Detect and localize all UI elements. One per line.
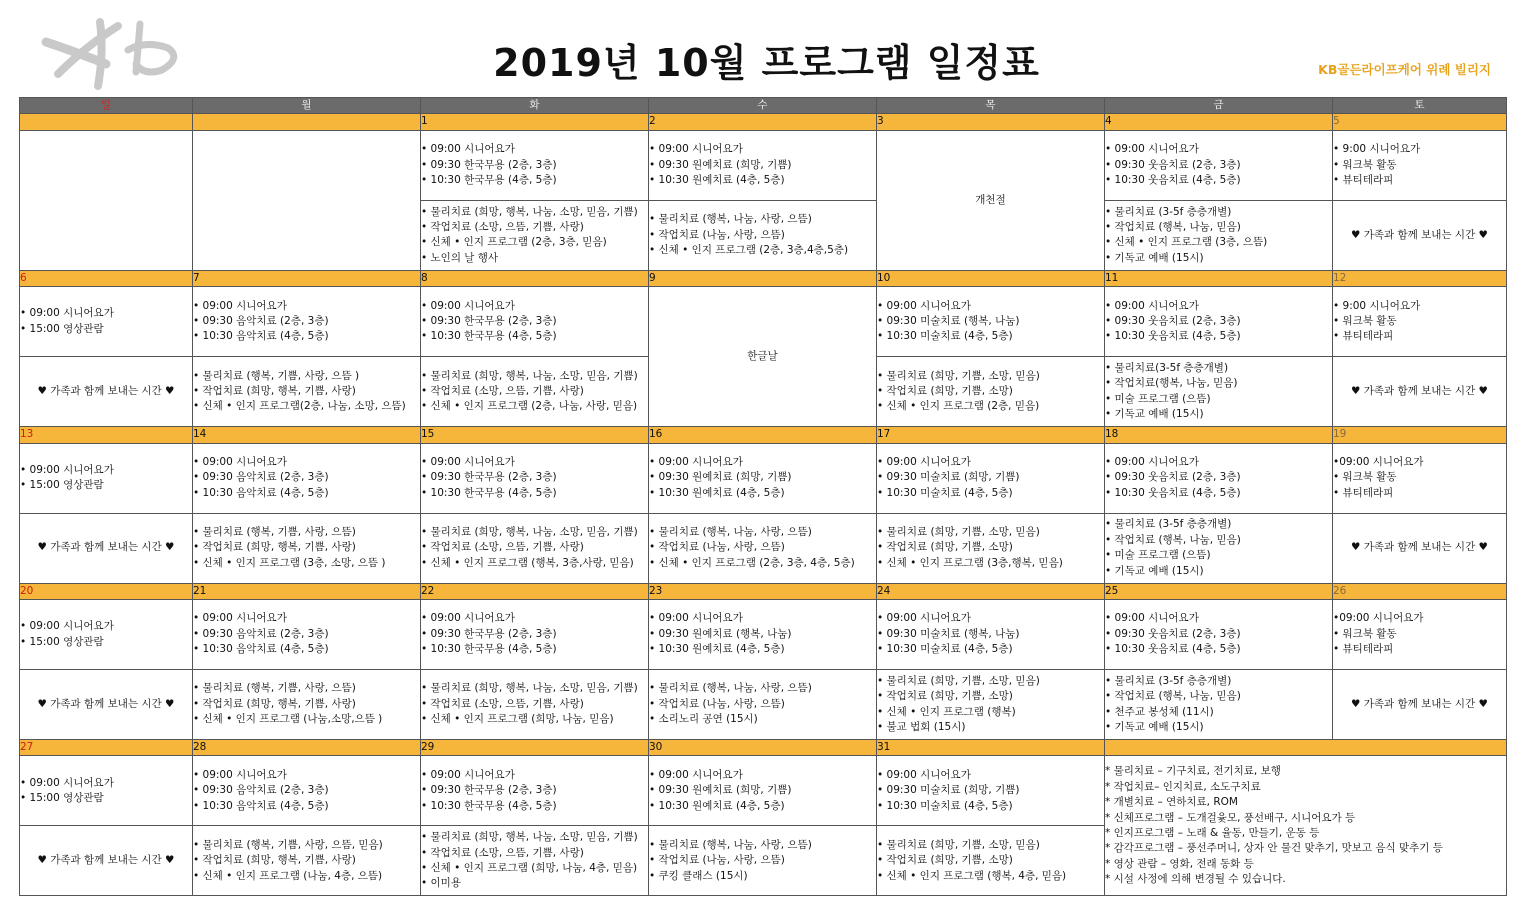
schedule-line: ♥ 가족과 함께 보내는 시간 ♥ bbox=[37, 385, 175, 398]
schedule-line: • 09:30 웃음치료 (2층, 3층) bbox=[1105, 627, 1241, 640]
schedule-line: • 뷰티테라피 bbox=[1333, 330, 1394, 343]
program-cell bbox=[193, 357, 421, 427]
schedule-line: • 작업치료 (행복, 나눔, 믿음) bbox=[1105, 533, 1241, 546]
schedule-line: • 뷰티테라피 bbox=[1333, 174, 1394, 187]
schedule-line: • 작업치료 (희망, 기쁨, 소망) bbox=[877, 541, 1013, 554]
schedule-line: • 천주교 봉성체 (11시) bbox=[1105, 705, 1214, 718]
program-cell bbox=[1333, 200, 1507, 270]
program-cell bbox=[1105, 513, 1333, 583]
weekday-sat: 토 bbox=[1333, 98, 1507, 114]
schedule-line: ♥ 가족과 함께 보내는 시간 ♥ bbox=[1351, 541, 1488, 554]
date-cell: 10 bbox=[877, 270, 1105, 286]
schedule-line: • 10:30 원예치료 (4층, 5층) bbox=[649, 799, 785, 812]
program-cell bbox=[649, 826, 877, 896]
program-cell bbox=[649, 670, 877, 740]
schedule-line: • 09:30 음악치료 (2층, 3층) bbox=[193, 627, 329, 640]
schedule-line: • 쿠킹 클래스 (15시) bbox=[649, 869, 748, 882]
date-cell: 31 bbox=[877, 740, 1105, 756]
schedule-line: • 신체 • 인지 프로그램 (나눔,소망,으뜸 ) bbox=[193, 713, 383, 726]
weekday-fri: 금 bbox=[1105, 98, 1333, 114]
schedule-line: • 작업치료 (희망, 행복, 기쁨, 사랑) bbox=[193, 541, 356, 554]
schedule-line: • 물리치료 (희망, 기쁨, 소망, 믿음) bbox=[877, 369, 1040, 382]
program-cell bbox=[421, 287, 649, 357]
schedule-line: • 09:00 시니어요가 bbox=[20, 463, 114, 476]
schedule-line: • 09:00 시니어요가 bbox=[20, 307, 114, 320]
schedule-line: • 작업치료 (나눔, 사랑, 으뜸) bbox=[649, 541, 785, 554]
schedule-line: • 09:00 시니어요가 bbox=[877, 768, 971, 781]
date-cell: 22 bbox=[421, 583, 649, 599]
date-cell: 9 bbox=[649, 270, 877, 286]
date-cell: 1 bbox=[421, 114, 649, 130]
schedule-line: • 작업치료 (나눔, 사랑, 으뜸) bbox=[649, 228, 785, 241]
schedule-line: • 신체 • 인지 프로그램 (희망, 나눔, 4층, 믿음) bbox=[421, 861, 638, 874]
schedule-line: • 09:30 원예치료 (희망, 기쁨) bbox=[649, 158, 792, 171]
program-cell bbox=[877, 130, 1105, 270]
date-cell: 26 bbox=[1333, 583, 1507, 599]
weekday-thu: 목 bbox=[877, 98, 1105, 114]
schedule-line: • 10:30 원예치료 (4층, 5층) bbox=[649, 486, 785, 499]
schedule-line: • 10:30 한국무용 (4층, 5층) bbox=[421, 174, 557, 187]
schedule-line: • 워크북 활동 bbox=[1333, 315, 1397, 328]
notes-cell bbox=[1105, 756, 1507, 896]
note-line: * 감각프로그램 – 풍선주머니, 상자 안 물건 맞추기, 맛보고 음식 맞추기 등 bbox=[1105, 842, 1443, 855]
program-cell bbox=[20, 513, 193, 583]
date-row bbox=[20, 583, 1507, 599]
schedule-line: • 신체 • 인지 프로그램 (3층, 으뜸) bbox=[1105, 236, 1268, 249]
schedule-line: • 미술 프로그램 (으뜸) bbox=[1105, 392, 1211, 405]
schedule-line: • 작업치료 (희망, 행복, 기쁨, 사랑) bbox=[193, 854, 356, 867]
schedule-line: • 신체 • 인지 프로그램 (행복, 4층, 믿음) bbox=[877, 869, 1067, 882]
date-cell: 7 bbox=[193, 270, 421, 286]
schedule-line: • 10:30 한국무용 (4층, 5층) bbox=[421, 330, 557, 343]
program-cell bbox=[20, 600, 193, 670]
program-cell bbox=[421, 443, 649, 513]
schedule-line: • 9:00 시니어요가 bbox=[1333, 143, 1421, 156]
schedule-line: • 09:00 시니어요가 bbox=[421, 456, 515, 469]
program-cell bbox=[649, 130, 877, 200]
program-cell bbox=[20, 287, 193, 357]
schedule-line: • 불교 법회 (15시) bbox=[877, 720, 966, 733]
schedule-calendar bbox=[19, 97, 1507, 896]
schedule-line: • 10:30 웃음치료 (4층, 5층) bbox=[1105, 330, 1241, 343]
schedule-line: • 물리치료 (행복, 기쁨, 사랑, 으뜸, 믿음) bbox=[193, 838, 383, 851]
program-cell bbox=[421, 756, 649, 826]
schedule-line: • 09:00 시니어요가 bbox=[1105, 612, 1199, 625]
program-cell bbox=[1333, 600, 1507, 670]
schedule-line: • 신체 • 인지 프로그램 (2층, 3층, 4층, 5층) bbox=[649, 556, 855, 569]
schedule-line: • 09:00 시니어요가 bbox=[649, 143, 743, 156]
schedule-line: • 09:30 미술치료 (행복, 나눔) bbox=[877, 627, 1020, 640]
program-cell bbox=[1105, 443, 1333, 513]
schedule-line: • 09:30 한국무용 (2층, 3층) bbox=[421, 158, 557, 171]
date-row bbox=[20, 427, 1507, 443]
date-cell: 16 bbox=[649, 427, 877, 443]
schedule-line: ♥ 가족과 함께 보내는 시간 ♥ bbox=[1351, 697, 1488, 710]
schedule-line: • 09:30 한국무용 (2층, 3층) bbox=[421, 784, 557, 797]
date-cell: 6 bbox=[20, 270, 193, 286]
program-cell bbox=[193, 287, 421, 357]
schedule-line: • 신체 • 인지 프로그램 (나눔, 4층, 으뜸) bbox=[193, 869, 383, 882]
schedule-line: • 10:30 미술치료 (4층, 5층) bbox=[877, 643, 1013, 656]
schedule-line: • 물리치료 (행복, 기쁨, 사랑, 으뜸) bbox=[193, 682, 356, 695]
date-cell: 29 bbox=[421, 740, 649, 756]
schedule-line: • 15:00 영상관람 bbox=[20, 635, 104, 648]
date-cell: 28 bbox=[193, 740, 421, 756]
schedule-line: • 신체 • 인지 프로그램 (행복, 3층,사랑, 믿음) bbox=[421, 556, 634, 569]
schedule-line: 한글날 bbox=[747, 350, 778, 363]
date-cell: 23 bbox=[649, 583, 877, 599]
schedule-line: • 물리치료 (3-5f 층층개별) bbox=[1105, 205, 1232, 218]
schedule-line: • 작업치료 (나눔, 사랑, 으뜸) bbox=[649, 697, 785, 710]
schedule-line: • 09:00 시니어요가 bbox=[421, 768, 515, 781]
program-cell bbox=[193, 130, 421, 270]
date-cell: 15 bbox=[421, 427, 649, 443]
program-cell bbox=[1333, 670, 1507, 740]
program-cell bbox=[649, 200, 877, 270]
schedule-line: • 작업치료 (소망, 으뜸, 기쁨, 사랑) bbox=[421, 220, 584, 233]
schedule-line: • 10:30 음악치료 (4층, 5층) bbox=[193, 330, 329, 343]
schedule-line: • 09:30 웃음치료 (2층, 3층) bbox=[1105, 315, 1241, 328]
schedule-line: • 뷰티테라피 bbox=[1333, 643, 1394, 656]
schedule-line: • 물리치료 (희망, 기쁨, 소망, 믿음) bbox=[877, 526, 1040, 539]
schedule-line: • 09:00 시니어요가 bbox=[877, 612, 971, 625]
date-cell: 27 bbox=[20, 740, 193, 756]
date-cell bbox=[193, 114, 421, 130]
schedule-line: • 09:30 한국무용 (2층, 3층) bbox=[421, 471, 557, 484]
schedule-line: • 물리치료 (희망, 행복, 나눔, 소망, 믿음, 기쁨) bbox=[421, 831, 638, 844]
program-cell bbox=[421, 600, 649, 670]
date-cell bbox=[1105, 740, 1507, 756]
schedule-line: • 10:30 미술치료 (4층, 5층) bbox=[877, 330, 1013, 343]
schedule-line: • 작업치료 (나눔, 사랑, 으뜸) bbox=[649, 854, 785, 867]
program-cell bbox=[649, 600, 877, 670]
schedule-line: • 물리치료 (행복, 기쁨, 사랑, 으뜸) bbox=[193, 526, 356, 539]
schedule-line: • 09:00 시니어요가 bbox=[421, 612, 515, 625]
schedule-line: • 10:30 미술치료 (4층, 5층) bbox=[877, 486, 1013, 499]
program-cell bbox=[877, 357, 1105, 427]
program-cell bbox=[1105, 200, 1333, 270]
schedule-line: • 09:30 원예치료 (행복, 나눔) bbox=[649, 627, 792, 640]
weekday-tue: 화 bbox=[421, 98, 649, 114]
schedule-line: • 노인의 날 행사 bbox=[421, 251, 499, 264]
date-row bbox=[20, 740, 1507, 756]
schedule-line: • 작업치료 (희망, 기쁨, 소망) bbox=[877, 854, 1013, 867]
schedule-line: • 09:30 음악치료 (2층, 3층) bbox=[193, 471, 329, 484]
schedule-line: • 09:30 한국무용 (2층, 3층) bbox=[421, 627, 557, 640]
date-cell: 20 bbox=[20, 583, 193, 599]
program-cell bbox=[649, 287, 877, 427]
date-cell bbox=[20, 114, 193, 130]
schedule-line: • 10:30 웃음치료 (4층, 5층) bbox=[1105, 174, 1241, 187]
schedule-line: • 물리치료 (행복, 나눔, 사랑, 으뜸) bbox=[649, 526, 812, 539]
weekday-header-row bbox=[20, 98, 1507, 114]
schedule-line: • 09:30 원예치료 (희망, 기쁨) bbox=[649, 784, 792, 797]
schedule-line: • 09:00 시니어요가 bbox=[193, 768, 287, 781]
schedule-line: • 미술 프로그램 (으뜸) bbox=[1105, 549, 1211, 562]
schedule-line: •09:00 시니어요가 bbox=[1333, 456, 1424, 469]
program-cell bbox=[877, 443, 1105, 513]
program-cell bbox=[877, 826, 1105, 896]
schedule-line: • 신체 • 인지 프로그램 (2층, 믿음) bbox=[877, 400, 1040, 413]
note-line: * 개별치료 – 연하치료, ROM bbox=[1105, 796, 1238, 809]
schedule-line: • 10:30 원예치료 (4층, 5층) bbox=[649, 174, 785, 187]
program-cell bbox=[649, 443, 877, 513]
schedule-line: • 워크북 활동 bbox=[1333, 471, 1397, 484]
morning-row bbox=[20, 130, 1507, 200]
note-line: * 신체프로그램 – 도개걸윷모, 풍선배구, 시니어요가 등 bbox=[1105, 811, 1356, 824]
schedule-line: • 09:00 시니어요가 bbox=[20, 620, 114, 633]
schedule-line: • 물리치료 (희망, 기쁨, 소망, 믿음) bbox=[877, 838, 1040, 851]
schedule-line: • 물리치료 (행복, 나눔, 사랑, 으뜸) bbox=[649, 838, 812, 851]
note-line: * 작업치료– 인지치료, 소도구치료 bbox=[1105, 780, 1261, 793]
schedule-line: • 물리치료 (행복, 나눔, 사랑, 으뜸) bbox=[649, 682, 812, 695]
schedule-line: • 15:00 영상관람 bbox=[20, 322, 104, 335]
schedule-line: • 이미용 bbox=[421, 877, 461, 890]
schedule-line: • 물리치료 (희망, 행복, 나눔, 소망, 믿음, 기쁨) bbox=[421, 526, 638, 539]
note-line: * 영상 관람 – 영화, 전래 동화 등 bbox=[1105, 857, 1254, 870]
schedule-line: • 10:30 음악치료 (4층, 5층) bbox=[193, 643, 329, 656]
program-cell bbox=[20, 443, 193, 513]
date-cell: 24 bbox=[877, 583, 1105, 599]
schedule-line: • 09:00 시니어요가 bbox=[877, 456, 971, 469]
schedule-line: 개천절 bbox=[975, 193, 1006, 206]
schedule-line: • 09:00 시니어요가 bbox=[1105, 143, 1199, 156]
date-cell: 2 bbox=[649, 114, 877, 130]
note-line: * 물리치료 – 기구치료, 전기치료, 보행 bbox=[1105, 765, 1281, 778]
schedule-line: • 09:30 미술치료 (희망, 기쁨) bbox=[877, 784, 1020, 797]
schedule-line: • 09:30 미술치료 (희망, 기쁨) bbox=[877, 471, 1020, 484]
date-cell: 13 bbox=[20, 427, 193, 443]
program-cell bbox=[421, 130, 649, 200]
schedule-line: • 10:30 미술치료 (4층, 5층) bbox=[877, 799, 1013, 812]
schedule-line: • 09:00 시니어요가 bbox=[1105, 456, 1199, 469]
schedule-line: • 기독교 예배 (15시) bbox=[1105, 564, 1204, 577]
program-cell bbox=[1105, 357, 1333, 427]
schedule-line: • 09:00 시니어요가 bbox=[649, 768, 743, 781]
schedule-line: ♥ 가족과 함께 보내는 시간 ♥ bbox=[37, 697, 175, 710]
schedule-line: • 9:00 시니어요가 bbox=[1333, 299, 1421, 312]
date-cell: 8 bbox=[421, 270, 649, 286]
schedule-line: • 작업치료 (소망, 으뜸, 기쁨, 사랑) bbox=[421, 385, 584, 398]
schedule-line: • 15:00 영상관람 bbox=[20, 479, 104, 492]
date-cell: 5 bbox=[1333, 114, 1507, 130]
schedule-line: • 09:00 시니어요가 bbox=[193, 612, 287, 625]
program-cell bbox=[193, 670, 421, 740]
schedule-line: ♥ 가족과 함께 보내는 시간 ♥ bbox=[1351, 228, 1488, 241]
afternoon-row bbox=[20, 670, 1507, 740]
schedule-line: • 09:30 한국무용 (2층, 3층) bbox=[421, 315, 557, 328]
program-cell bbox=[1105, 287, 1333, 357]
schedule-line: ♥ 가족과 함께 보내는 시간 ♥ bbox=[37, 541, 175, 554]
schedule-line: • 신체 • 인지 프로그램 (희망, 나눔, 믿음) bbox=[421, 713, 614, 726]
program-cell bbox=[1105, 600, 1333, 670]
schedule-line: • 기독교 예배 (15시) bbox=[1105, 720, 1204, 733]
program-cell bbox=[20, 670, 193, 740]
schedule-line: • 09:00 시니어요가 bbox=[421, 299, 515, 312]
schedule-line: • 10:30 한국무용 (4층, 5층) bbox=[421, 643, 557, 656]
weekday-wed: 수 bbox=[649, 98, 877, 114]
schedule-line: • 10:30 한국무용 (4층, 5층) bbox=[421, 799, 557, 812]
schedule-line: • 물리치료 (3-5f 층층개별) bbox=[1105, 518, 1232, 531]
schedule-line: • 작업치료(행복, 나눔, 믿음) bbox=[1105, 377, 1238, 390]
schedule-line: • 10:30 원예치료 (4층, 5층) bbox=[649, 643, 785, 656]
program-cell bbox=[20, 357, 193, 427]
schedule-line: • 뷰티테라피 bbox=[1333, 486, 1394, 499]
program-cell bbox=[421, 513, 649, 583]
schedule-line: • 물리치료(3-5f 층층개별) bbox=[1105, 361, 1229, 374]
program-cell bbox=[877, 287, 1105, 357]
schedule-line: • 09:00 시니어요가 bbox=[877, 299, 971, 312]
weekday-mon: 월 bbox=[193, 98, 421, 114]
date-cell: 25 bbox=[1105, 583, 1333, 599]
date-cell: 17 bbox=[877, 427, 1105, 443]
program-cell bbox=[421, 200, 649, 270]
program-cell bbox=[877, 600, 1105, 670]
schedule-line: • 10:30 음악치료 (4층, 5층) bbox=[193, 799, 329, 812]
afternoon-row bbox=[20, 513, 1507, 583]
schedule-line: • 신체 • 인지 프로그램(2층, 나눔, 소망, 으뜸) bbox=[193, 400, 406, 413]
schedule-line: • 10:30 웃음치료 (4층, 5층) bbox=[1105, 486, 1241, 499]
schedule-line: • 09:00 시니어요가 bbox=[1105, 299, 1199, 312]
schedule-line: • 작업치료 (희망, 기쁨, 소망) bbox=[877, 385, 1013, 398]
schedule-line: • 작업치료 (희망, 행복, 기쁨, 사랑) bbox=[193, 385, 356, 398]
schedule-line: • 09:30 웃음치료 (2층, 3층) bbox=[1105, 158, 1241, 171]
date-cell: 14 bbox=[193, 427, 421, 443]
note-line: * 시설 사정에 의해 변경될 수 있습니다. bbox=[1105, 873, 1286, 886]
program-cell bbox=[20, 130, 193, 270]
morning-row bbox=[20, 287, 1507, 357]
schedule-line: • 09:00 시니어요가 bbox=[649, 456, 743, 469]
schedule-line: • 신체 • 인지 프로그램 (3층,행복, 믿음) bbox=[877, 556, 1063, 569]
schedule-line: • 15:00 영상관람 bbox=[20, 791, 104, 804]
schedule-line: • 물리치료 (희망, 행복, 나눔, 소망, 믿음, 기쁨) bbox=[421, 205, 638, 218]
schedule-line: • 물리치료 (희망, 기쁨, 소망, 믿음) bbox=[877, 674, 1040, 687]
schedule-line: • 물리치료 (희망, 행복, 나눔, 소망, 믿음, 기쁨) bbox=[421, 682, 638, 695]
program-cell bbox=[1333, 287, 1507, 357]
program-cell bbox=[877, 513, 1105, 583]
program-cell bbox=[193, 600, 421, 670]
schedule-line: • 물리치료 (희망, 행복, 나눔, 소망, 믿음, 기쁨) bbox=[421, 369, 638, 382]
date-cell: 4 bbox=[1105, 114, 1333, 130]
program-cell bbox=[193, 513, 421, 583]
date-cell: 18 bbox=[1105, 427, 1333, 443]
schedule-line: • 신체 • 인지 프로그램 (행복) bbox=[877, 705, 1016, 718]
note-line: * 인지프로그램 – 노래 & 율동, 만들기, 운동 등 bbox=[1105, 826, 1320, 839]
schedule-line: • 워크북 활동 bbox=[1333, 627, 1397, 640]
schedule-line: • 기독교 예배 (15시) bbox=[1105, 251, 1204, 264]
schedule-line: • 작업치료 (소망, 으뜸, 기쁨, 사랑) bbox=[421, 541, 584, 554]
program-cell bbox=[20, 826, 193, 896]
schedule-line: • 신체 • 인지 프로그램 (2층, 3층,4층,5층) bbox=[649, 244, 849, 257]
date-row bbox=[20, 270, 1507, 286]
morning-row bbox=[20, 600, 1507, 670]
program-cell bbox=[649, 513, 877, 583]
program-cell bbox=[1333, 443, 1507, 513]
schedule-line: • 워크북 활동 bbox=[1333, 158, 1397, 171]
program-cell bbox=[1105, 670, 1333, 740]
schedule-line: • 작업치료 (소망, 으뜸, 기쁨, 사랑) bbox=[421, 846, 584, 859]
date-cell: 11 bbox=[1105, 270, 1333, 286]
program-cell bbox=[421, 826, 649, 896]
morning-row bbox=[20, 756, 1507, 826]
schedule-line: • 물리치료 (행복, 나눔, 사랑, 으뜸) bbox=[649, 213, 812, 226]
schedule-line: ♥ 가족과 함께 보내는 시간 ♥ bbox=[37, 854, 175, 867]
schedule-line: • 09:00 시니어요가 bbox=[421, 143, 515, 156]
date-cell: 21 bbox=[193, 583, 421, 599]
program-cell bbox=[1333, 130, 1507, 200]
schedule-line: • 소리노리 공연 (15시) bbox=[649, 713, 758, 726]
date-cell: 12 bbox=[1333, 270, 1507, 286]
schedule-line: • 09:00 시니어요가 bbox=[193, 299, 287, 312]
schedule-line: • 신체 • 인지 프로그램 (2층, 나눔, 사랑, 믿음) bbox=[421, 400, 638, 413]
schedule-line: • 작업치료 (희망, 기쁨, 소망) bbox=[877, 690, 1013, 703]
morning-row bbox=[20, 443, 1507, 513]
program-cell bbox=[20, 756, 193, 826]
schedule-line: ♥ 가족과 함께 보내는 시간 ♥ bbox=[1351, 385, 1488, 398]
schedule-line: • 작업치료 (소망, 으뜸, 기쁨, 사랑) bbox=[421, 697, 584, 710]
schedule-line: • 신체 • 인지 프로그램 (2층, 3층, 믿음) bbox=[421, 236, 607, 249]
schedule-line: • 09:00 시니어요가 bbox=[649, 612, 743, 625]
program-cell bbox=[1333, 357, 1507, 427]
schedule-line: • 09:00 시니어요가 bbox=[193, 456, 287, 469]
schedule-line: • 09:30 미술치료 (행복, 나눔) bbox=[877, 315, 1020, 328]
program-cell bbox=[421, 357, 649, 427]
page-title: 2019년 10월 프로그램 일정표 bbox=[493, 41, 1040, 85]
date-cell: 19 bbox=[1333, 427, 1507, 443]
schedule-line: • 기독교 예배 (15시) bbox=[1105, 408, 1204, 421]
program-cell bbox=[193, 443, 421, 513]
program-cell bbox=[1105, 130, 1333, 200]
program-cell bbox=[421, 670, 649, 740]
schedule-line: • 10:30 한국무용 (4층, 5층) bbox=[421, 486, 557, 499]
schedule-line: • 신체 • 인지 프로그램 (3층, 소망, 으뜸 ) bbox=[193, 556, 386, 569]
schedule-line: •09:00 시니어요가 bbox=[1333, 612, 1424, 625]
schedule-line: • 작업치료 (행복, 나눔, 믿음) bbox=[1105, 220, 1241, 233]
program-cell bbox=[1333, 513, 1507, 583]
program-cell bbox=[649, 756, 877, 826]
date-row bbox=[20, 114, 1507, 130]
schedule-line: • 09:30 웃음치료 (2층, 3층) bbox=[1105, 471, 1241, 484]
schedule-line: • 작업치료 (희망, 행복, 기쁨, 사랑) bbox=[193, 697, 356, 710]
schedule-line: • 작업치료 (행복, 나눔, 믿음) bbox=[1105, 690, 1241, 703]
program-cell bbox=[877, 756, 1105, 826]
schedule-line: • 09:00 시니어요가 bbox=[20, 776, 114, 789]
schedule-line: • 물리치료 (행복, 기쁨, 사랑, 으뜸 ) bbox=[193, 369, 360, 382]
date-cell: 3 bbox=[877, 114, 1105, 130]
schedule-line: • 09:30 음악치료 (2층, 3층) bbox=[193, 784, 329, 797]
date-cell: 30 bbox=[649, 740, 877, 756]
organization-name: KB골든라이프케어 위례 빌리지 bbox=[1318, 62, 1491, 77]
schedule-line: • 물리치료 (3-5f 층층개별) bbox=[1105, 674, 1232, 687]
program-cell bbox=[193, 826, 421, 896]
program-cell bbox=[877, 670, 1105, 740]
schedule-line: • 10:30 웃음치료 (4층, 5층) bbox=[1105, 643, 1241, 656]
schedule-line: • 10:30 음악치료 (4층, 5층) bbox=[193, 486, 329, 499]
schedule-line: • 09:30 원예치료 (희망, 기쁨) bbox=[649, 471, 792, 484]
program-cell bbox=[193, 756, 421, 826]
weekday-sun: 일 bbox=[20, 98, 193, 114]
schedule-line: • 09:30 음악치료 (2층, 3층) bbox=[193, 315, 329, 328]
